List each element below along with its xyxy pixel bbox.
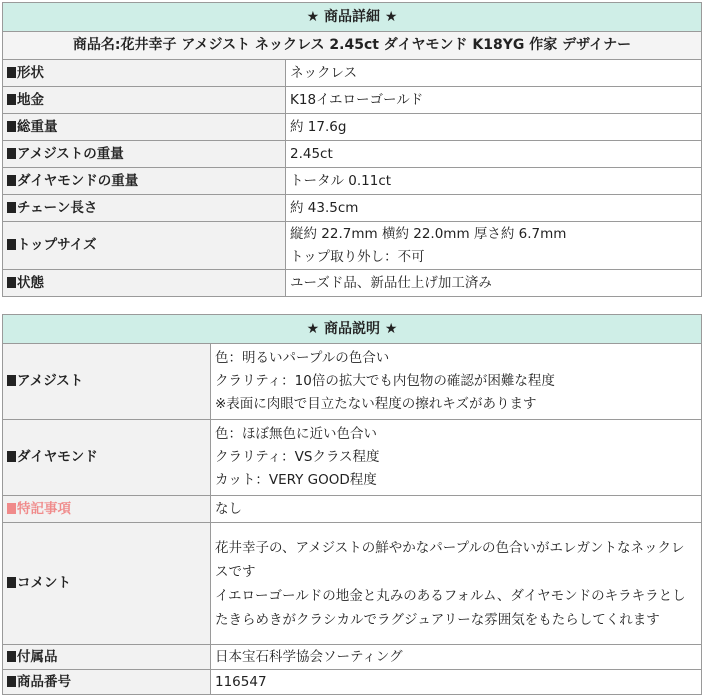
row-label: 地金 xyxy=(17,91,44,108)
square-bullet-icon xyxy=(7,148,16,159)
row-label: ダイヤモンドの重量 xyxy=(17,172,139,189)
row-label: コメント xyxy=(17,575,71,591)
row-value: カット：VERY GOOD程度 xyxy=(215,472,377,488)
table-row xyxy=(3,344,702,420)
row-value: なし xyxy=(215,500,242,517)
row-value: 日本宝石科学協会ソーティング xyxy=(215,648,403,665)
row-value: 花井幸子の、アメジストの鮮やかなパープルの色合いがエレガントなネックレスです xyxy=(215,539,685,580)
table-row xyxy=(3,222,702,270)
square-bullet-icon xyxy=(7,67,16,78)
row-value: イエローゴールドの地金と丸みのあるフォルム、ダイヤモンドのキラキラとしたきらめきがクラシカルでラグジュアリーな雰囲気をもたらしてくれます xyxy=(215,587,686,628)
row-value: トータル 0.11ct xyxy=(290,172,392,189)
table-row xyxy=(3,420,702,496)
row-label: チェーン長さ xyxy=(17,199,98,216)
row-value: ※表面に肉眼で目立たない程度の擦れキズがあります xyxy=(215,396,537,412)
square-bullet-icon xyxy=(7,202,16,213)
table-row xyxy=(3,114,702,141)
square-bullet-icon xyxy=(7,121,16,132)
row-value: ユーズド品、新品仕上げ加工済み xyxy=(290,274,492,291)
square-bullet-icon xyxy=(7,676,16,687)
row-value: 116547 xyxy=(215,673,267,690)
table-row xyxy=(3,195,702,222)
row-value: 色：ほぼ無色に近い色合い xyxy=(215,426,377,442)
row-label: 特記事項 xyxy=(17,500,71,517)
row-label: 形状 xyxy=(17,64,44,81)
row-label: 付属品 xyxy=(17,648,58,665)
row-value: K18イエローゴールド xyxy=(290,91,424,108)
row-value: 2.45ct xyxy=(290,145,333,162)
row-label: 総重量 xyxy=(17,118,58,135)
product-details-table xyxy=(2,2,702,297)
table-row xyxy=(3,60,702,87)
square-bullet-icon xyxy=(7,375,16,386)
square-bullet-icon xyxy=(7,239,16,250)
row-value: 色：明るいパープルの色合い xyxy=(215,350,390,366)
row-label: トップサイズ xyxy=(17,237,97,253)
row-label: アメジスト xyxy=(17,373,84,389)
table-row xyxy=(3,645,702,670)
table-row xyxy=(3,523,702,645)
details-header: ★ 商品詳細 ★ xyxy=(3,3,702,32)
row-value: トップ取り外し：不可 xyxy=(290,248,425,265)
product-description-table xyxy=(2,314,702,695)
square-bullet-icon xyxy=(7,175,16,186)
square-bullet-icon xyxy=(7,577,16,588)
row-value: 約 43.5cm xyxy=(290,199,359,216)
row-value: 縦約 22.7mm 横約 22.0mm 厚さ約 6.7mm xyxy=(290,225,567,242)
table-row xyxy=(3,168,702,195)
square-bullet-icon xyxy=(7,451,16,462)
square-bullet-icon xyxy=(7,277,16,288)
table-row xyxy=(3,141,702,168)
row-label: ダイヤモンド xyxy=(17,449,98,465)
row-value: ネックレス xyxy=(290,64,358,81)
row-value: クラリティ：VSクラス程度 xyxy=(215,449,380,465)
row-label: 状態 xyxy=(17,274,44,291)
row-label: アメジストの重量 xyxy=(17,145,124,162)
square-bullet-icon xyxy=(7,94,16,105)
description-header: ★ 商品説明 ★ xyxy=(3,315,702,344)
row-label: 商品番号 xyxy=(17,673,71,690)
product-name: 商品名:花井幸子 アメジスト ネックレス 2.45ct ダイヤモンド K18YG 作家 デザイナー xyxy=(3,32,702,60)
table-row xyxy=(3,87,702,114)
table-row xyxy=(3,270,702,297)
row-value: クラリティ：10倍の拡大でも内包物の確認が困難な程度 xyxy=(215,373,555,389)
table-row xyxy=(3,496,702,523)
square-bullet-icon xyxy=(7,503,16,514)
square-bullet-icon xyxy=(7,651,16,662)
row-value: 約 17.6g xyxy=(290,118,347,135)
table-row xyxy=(3,670,702,695)
